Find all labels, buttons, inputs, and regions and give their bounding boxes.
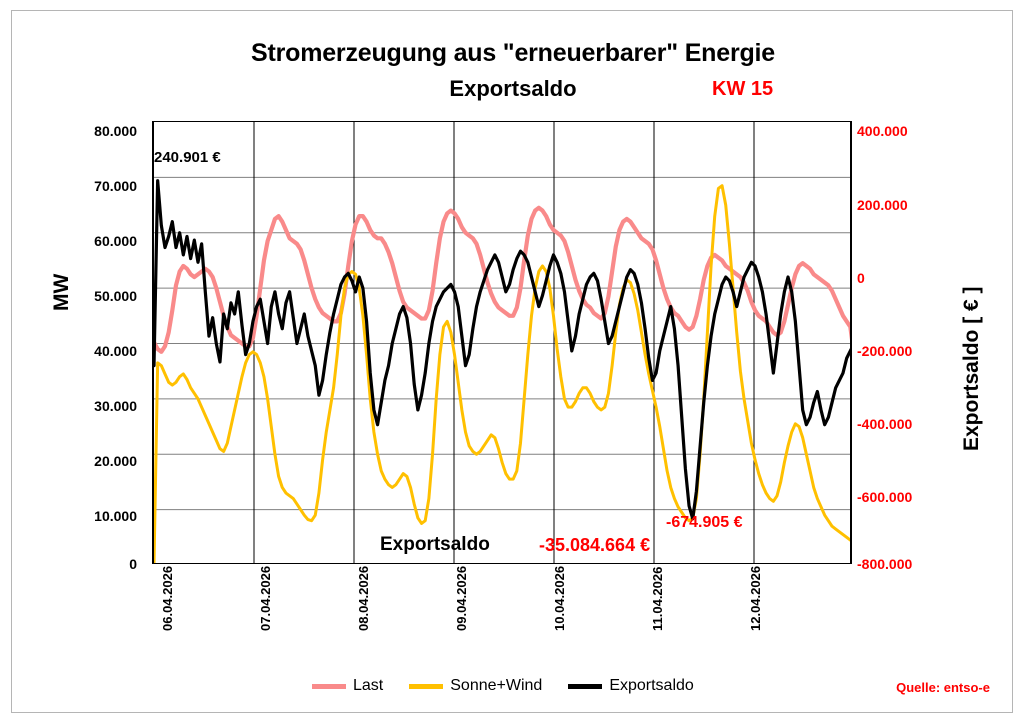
y-axis-left-label: MW — [50, 273, 73, 311]
y-tick-left: 70.000 — [94, 178, 137, 194]
y-tick-left: 80.000 — [94, 123, 137, 139]
legend-item-exportsaldo — [568, 677, 694, 695]
y-tick-right: -400.000 — [857, 416, 913, 432]
x-tick: 07.04.2026 — [258, 565, 273, 631]
x-tick: 06.04.2026 — [160, 565, 175, 631]
legend-label-sonne-wind: Sonne+Wind — [450, 677, 543, 694]
x-tick: 12.04.2026 — [748, 565, 763, 631]
x-tick: 09.04.2026 — [454, 565, 469, 631]
x-tick: 08.04.2026 — [356, 565, 371, 631]
legend-swatch-sonne-wind — [409, 684, 443, 689]
y-tick-right: 400.000 — [857, 123, 908, 139]
plot-area — [152, 121, 852, 564]
chart-subtitle: Exportsaldo — [449, 76, 577, 101]
annotation-export-total: -35.084.664 € — [539, 535, 651, 555]
legend-label-last: Last — [353, 677, 384, 694]
y-tick-left: 0 — [129, 556, 137, 572]
source-note: Quelle: entso-e — [896, 680, 990, 695]
y-tick-left: 40.000 — [94, 343, 137, 359]
y-tick-left: 10.000 — [94, 508, 137, 524]
y-tick-right: 0 — [857, 270, 865, 286]
y-tick-right: -200.000 — [857, 343, 913, 359]
annotation-export-label: Exportsaldo — [380, 534, 490, 555]
week-badge: KW 15 — [712, 78, 774, 100]
annotation-min: -674.905 € — [666, 514, 743, 531]
y-tick-right: -800.000 — [857, 556, 913, 572]
legend-item-last — [312, 677, 383, 695]
y-tick-right: 200.000 — [857, 197, 908, 213]
y-tick-right: -600.000 — [857, 489, 913, 505]
y-tick-left: 20.000 — [94, 453, 137, 469]
y-tick-left: 60.000 — [94, 233, 137, 249]
legend-swatch-last — [312, 684, 346, 689]
y-tick-left: 50.000 — [94, 288, 137, 304]
chart-frame — [11, 10, 1013, 713]
chart-canvas — [154, 122, 852, 564]
chart-legend — [312, 677, 694, 695]
legend-swatch-exportsaldo — [568, 684, 602, 689]
x-tick: 10.04.2026 — [552, 565, 567, 631]
page-title: Stromerzeugung aus "erneuerbarer" Energie — [251, 39, 775, 67]
x-tick: 11.04.2026 — [650, 566, 665, 631]
legend-item-sonne-wind — [409, 677, 542, 695]
y-tick-left: 30.000 — [94, 398, 137, 414]
y-axis-right-label: Exportsaldo [ € ] — [960, 286, 983, 451]
legend-label-exportsaldo: Exportsaldo — [609, 677, 694, 694]
annotation-max: 240.901 € — [154, 149, 221, 166]
